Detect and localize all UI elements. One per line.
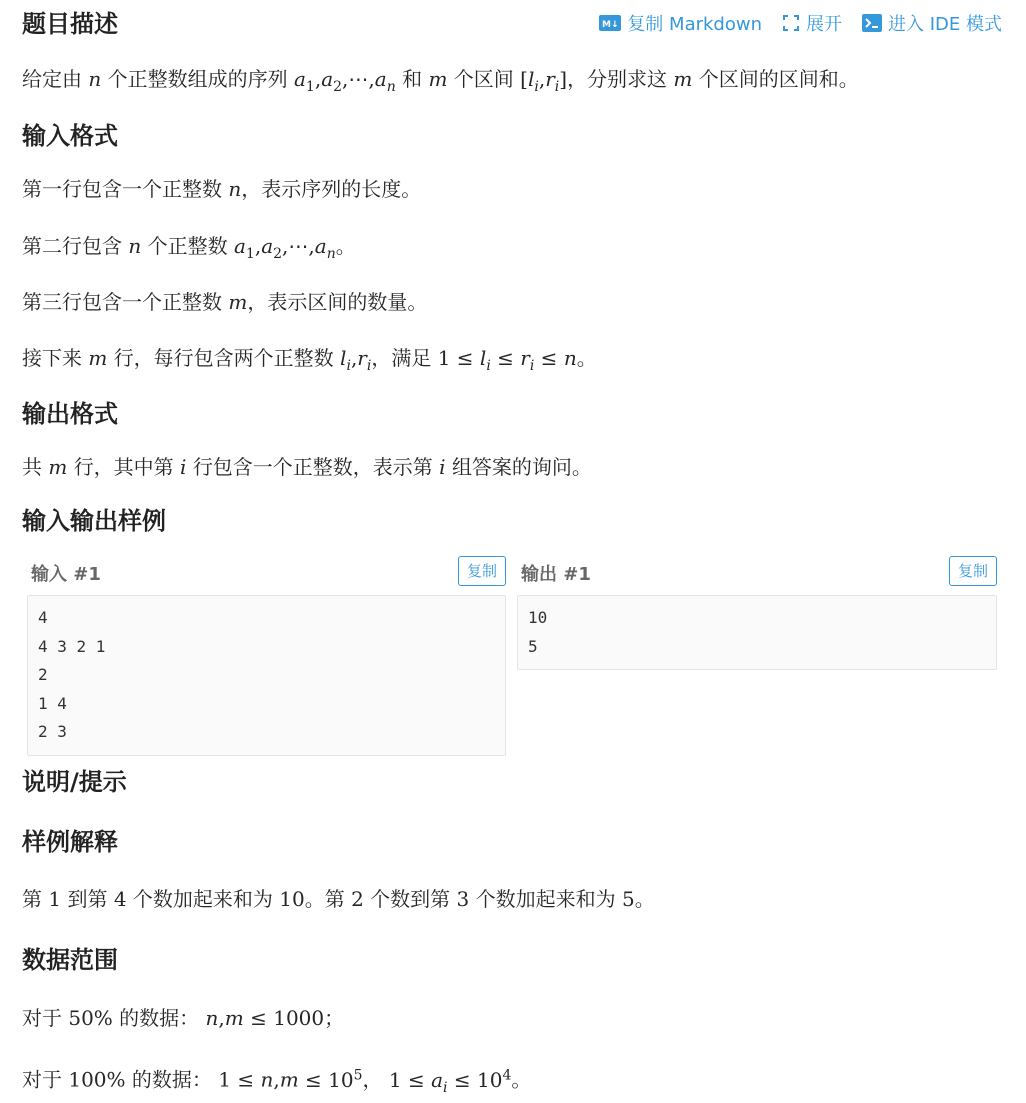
sample-output-panel: [517, 556, 997, 670]
input-line-3: 第三行包含一个正整数 m，表示区间的数量。: [22, 290, 428, 314]
terminal-icon: [862, 14, 882, 32]
description-heading: 题目描述: [22, 10, 118, 38]
input-line-1: 第一行包含一个正整数 n，表示序列的长度。: [22, 177, 422, 201]
explanation-heading: 样例解释: [22, 828, 118, 856]
description-text: 给定由 n 个正整数组成的序列 $a_1,a_2,\cdots,a_n$ 和 m 个区间 $[l_i,r_i]$，分别求这 m 个区间的区间和。: [22, 67, 859, 95]
sample-input-code: 4 4 3 2 1 2 1 4 2 3: [27, 595, 506, 756]
markdown-icon: [599, 15, 621, 31]
hint-heading: 说明/提示: [22, 768, 127, 796]
sample-output-code: 10 5: [517, 595, 997, 670]
copy-markdown-label: 复制 Markdown: [627, 14, 762, 35]
sample-output-title: 输出 #1: [521, 564, 591, 585]
svg-text:M↓: M↓: [602, 20, 619, 30]
input-line-2: 第二行包含 n 个正整数 $a_1,a_2,\cdots,a_n$。: [22, 234, 356, 262]
samples-heading: 输入输出样例: [22, 507, 166, 535]
copy-markdown-button[interactable]: [599, 10, 762, 36]
data-range-line-1: 对于 50% 的数据： n,m ≤ 1000；: [22, 1006, 345, 1030]
input-line-4: 接下来 m 行，每行包含两个正整数 $l_i,r_i$，满足 $1 \le l_i \le r_i \le n$。: [22, 346, 597, 374]
sample-input-title: 输入 #1: [31, 564, 101, 585]
output-format-heading: 输出格式: [22, 400, 118, 428]
copy-output-button[interactable]: 复制: [949, 556, 997, 586]
sample-input-panel: [27, 556, 506, 756]
ide-mode-button[interactable]: [862, 10, 1002, 36]
input-format-heading: 输入格式: [22, 122, 118, 150]
expand-button[interactable]: [782, 10, 842, 36]
expand-label: 展开: [806, 14, 842, 35]
output-line: 共 m 行，其中第 i 行包含一个正整数，表示第 i 组答案的询问。: [22, 455, 592, 479]
data-range-line-2: 对于 100% 的数据： $1 \le n,m \le 10^5$， $1 \le a_i \le 10^4$。: [22, 1067, 532, 1096]
problem-toolbar: [599, 10, 1002, 36]
explanation-text: 第 1 到第 4 个数加起来和为 10。第 2 个数到第 3 个数加起来和为 5。: [22, 887, 655, 911]
copy-input-button[interactable]: 复制: [458, 556, 506, 586]
data-range-heading: 数据范围: [22, 946, 118, 974]
expand-icon: [782, 14, 800, 32]
ide-mode-label: 进入 IDE 模式: [888, 14, 1002, 35]
